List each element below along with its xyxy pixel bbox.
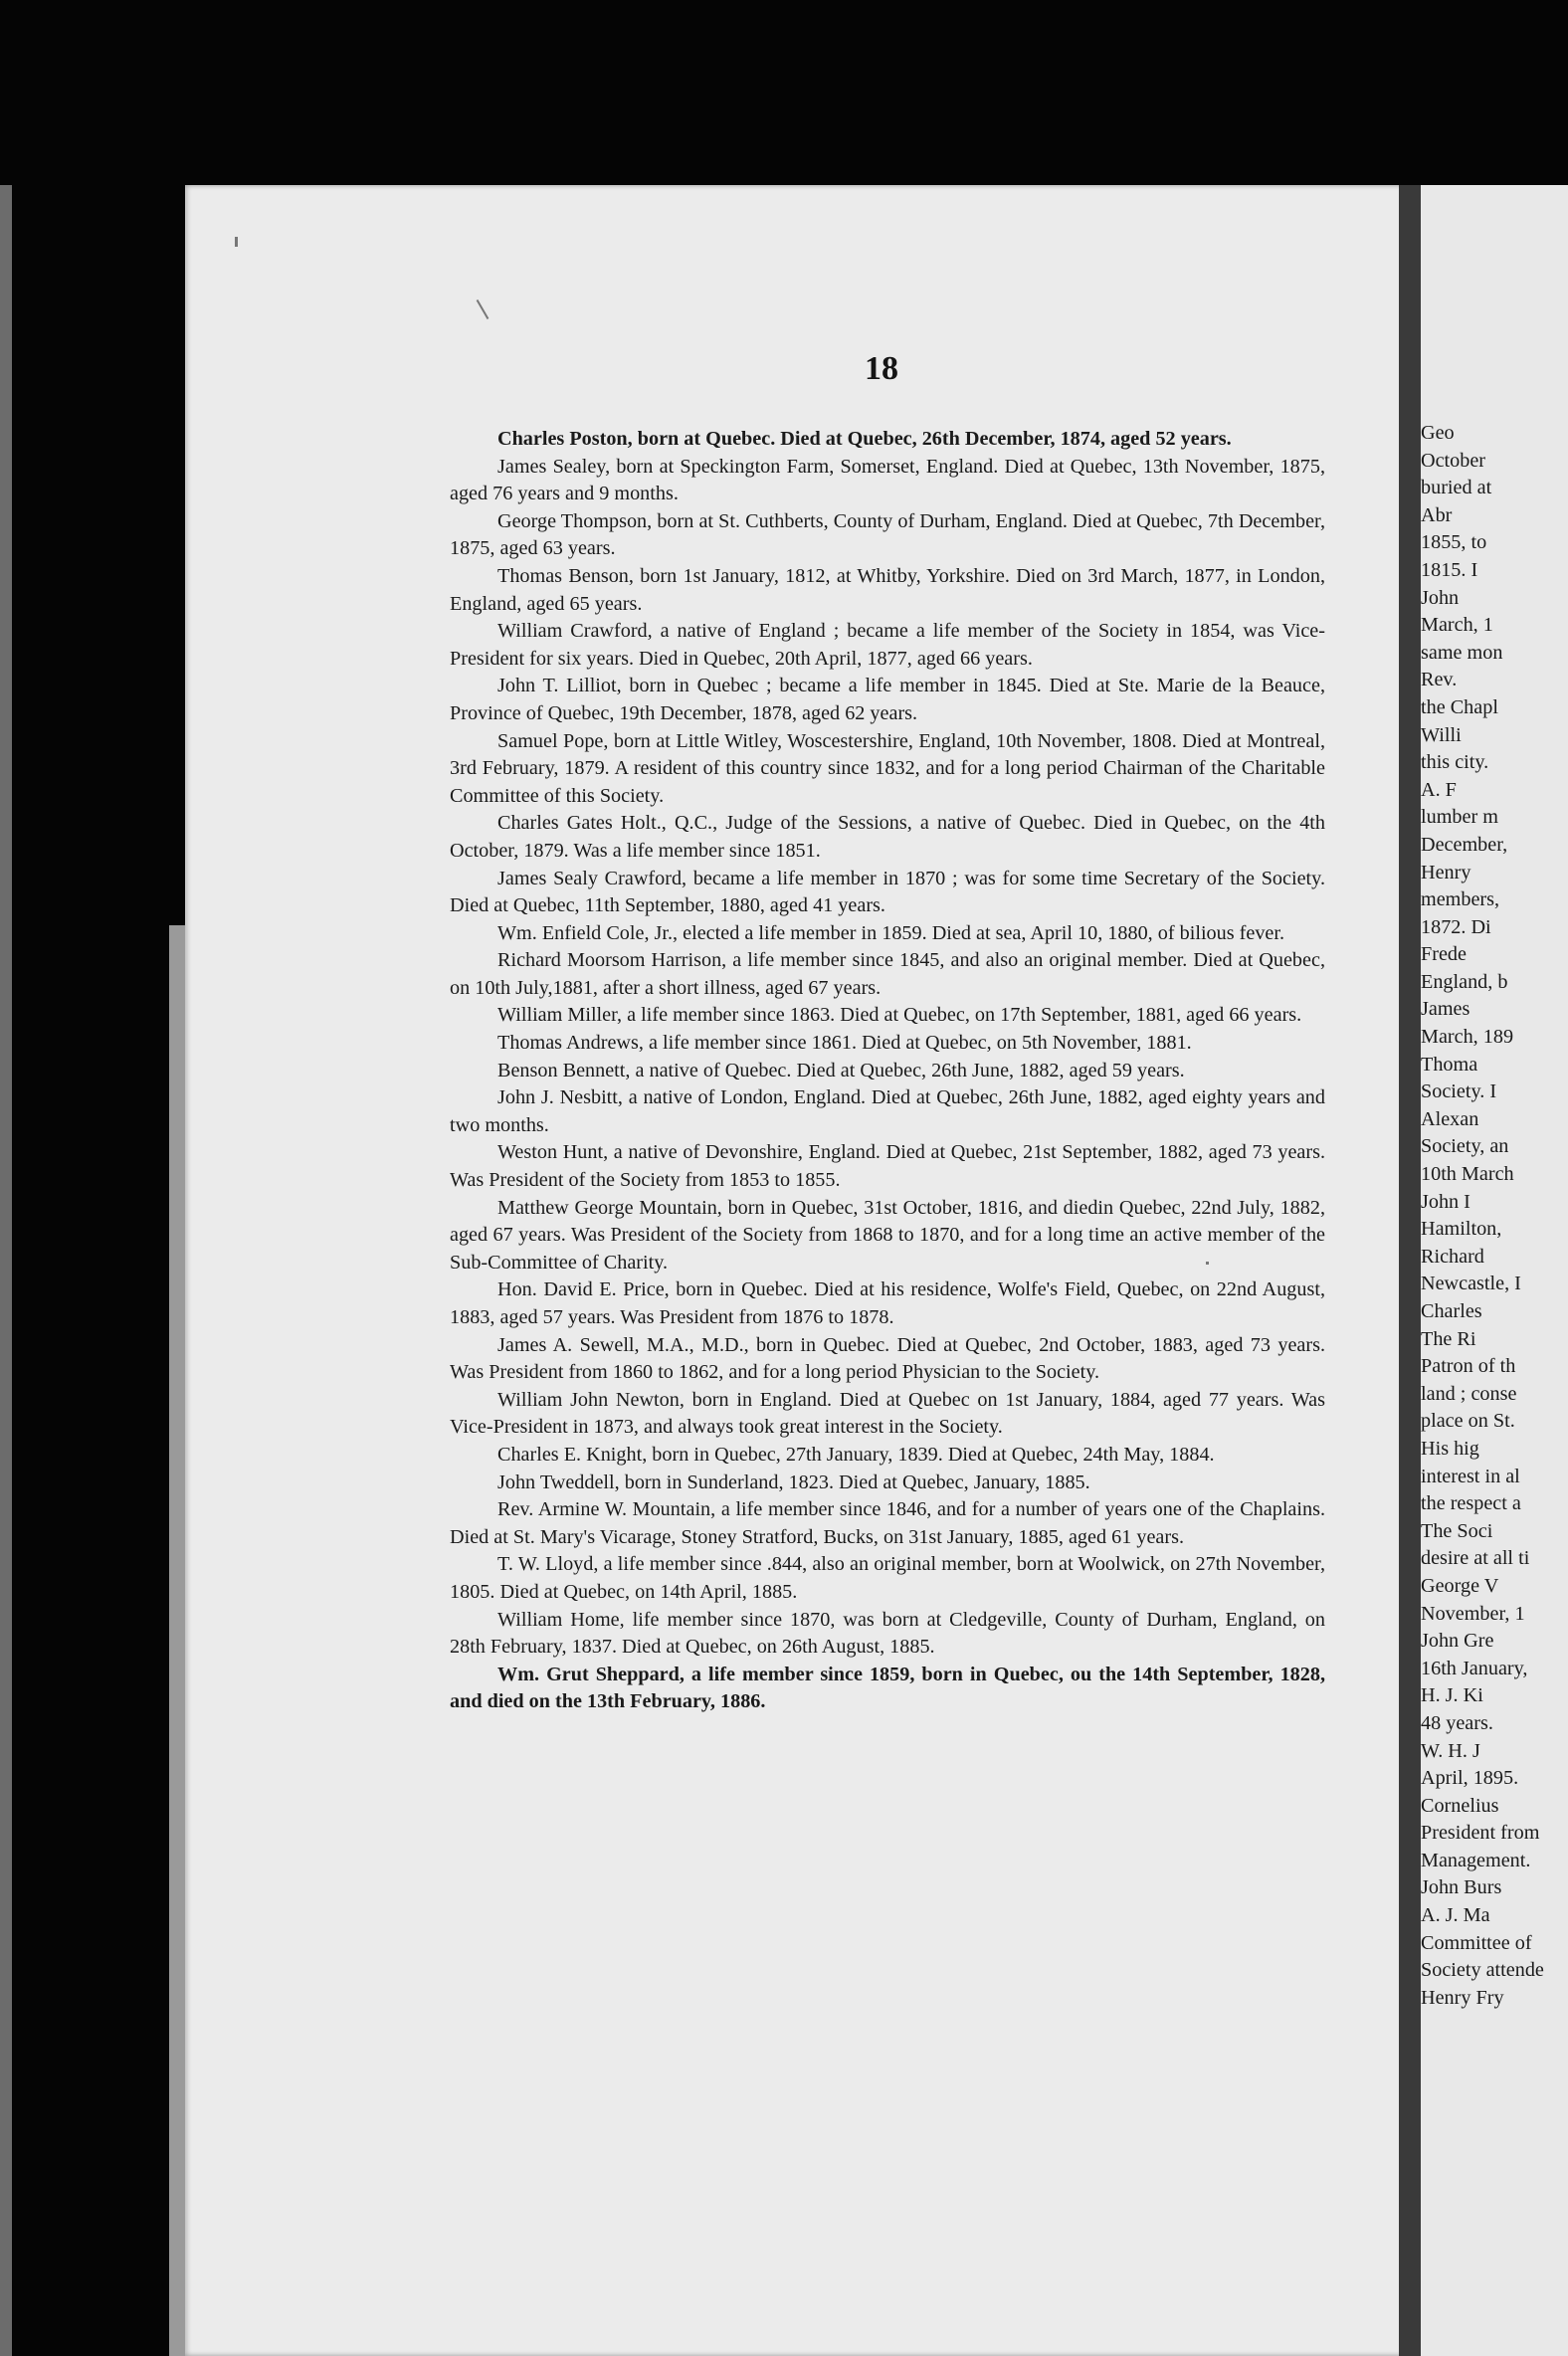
right-page-line: 1872. Di (1421, 915, 1491, 938)
page-number: 18 (865, 350, 898, 387)
right-page-line: this city. (1421, 751, 1489, 774)
obituary-entry: Thomas Andrews, a life member since 1861. Died at Quebec, on 5th November, 1881. (497, 1032, 1192, 1055)
left-page-edge (169, 925, 185, 2356)
obituary-entry: Benson Bennett, a native of Quebec. Died at Quebec, 26th June, 1882, aged 59 years. (497, 1059, 1185, 1081)
right-page-line: place on St. (1421, 1410, 1515, 1433)
right-page-line: A. J. Ma (1421, 1904, 1490, 1927)
right-page-line: Newcastle, I (1421, 1273, 1521, 1295)
right-page-line: members, (1421, 888, 1500, 911)
right-page-line: John (1421, 586, 1460, 609)
obituary-entry: John T. Lilliot, born in Quebec ; became a life member in 1845. Died at Ste. Marie de la Beauce, Province of Quebec, 19th December, 1878, aged 62 years. (450, 675, 1325, 724)
right-page-line: December, (1421, 833, 1508, 856)
obituary-entry: Hon. David E. Price, born in Quebec. Died at his residence, Wolfe's Field, Quebec, on 22nd August, 1883, aged 57 years. Was President from 1876 to 1878. (450, 1278, 1325, 1328)
right-page-line: 48 years. (1421, 1711, 1493, 1734)
obituary-entry: Charles E. Knight, born in Quebec, 27th January, 1839. Died at Quebec, 24th May, 1884. (497, 1443, 1215, 1466)
obituary-entry: Thomas Benson, born 1st January, 1812, at Whitby, Yorkshire. Died on 3rd March, 1877, in London, England, aged 65 years. (450, 564, 1325, 615)
right-page-line: March, 1 (1421, 614, 1493, 637)
obituary-entry: Weston Hunt, a native of Devonshire, England. Died at Quebec, 21st September, 1882, aged 73 years. Was President of the Society from 1853 to 1855. (450, 1141, 1325, 1192)
right-page-line: Society attende (1421, 1959, 1544, 1982)
right-page-line: October (1421, 449, 1486, 472)
right-page-line: James (1421, 998, 1470, 1021)
obituary-entry: Samuel Pope, born at Little Witley, Woscestershire, England, 10th November, 1808. Died at Montreal, 3rd February, 1879. A resident of this country since 1832, and for a long period Chairman of the Charitable Committee of this Society. (450, 729, 1325, 807)
right-page-line: Willi (1421, 723, 1462, 746)
right-page-line: Abr (1421, 503, 1453, 526)
right-page-line: buried at (1421, 477, 1492, 499)
right-page-line: Frede (1421, 943, 1467, 966)
right-page-line: desire at all ti (1421, 1547, 1530, 1570)
right-page-line: The Ri (1421, 1327, 1476, 1350)
right-page-line: the Chapl (1421, 695, 1498, 718)
right-page-line: Alexan (1421, 1107, 1479, 1130)
right-page-line: Rev. (1421, 669, 1458, 691)
right-page-line: Richard (1421, 1245, 1484, 1268)
right-page-line: Charles (1421, 1300, 1482, 1322)
right-page-line: President from (1421, 1822, 1540, 1845)
right-page-line: Henry (1421, 861, 1471, 884)
obituary-list (450, 426, 1325, 1716)
obituary-entry: Rev. Armine W. Mountain, a life member since 1846, and for a number of years one of the Chaplains. Died at St. Mary's Vicarage, Stoney Stratford, Bucks, on 31st January, 1885, aged 61 years. (450, 1498, 1325, 1548)
right-page-line: 1815. I (1421, 558, 1478, 581)
right-page-line: Cornelius (1421, 1794, 1499, 1817)
obituary-entry: William Crawford, a native of England ; became a life member of the Society in 1854, was Vice-President for six years. Died in Quebec, 20th April, 1877, aged 66 years. (450, 620, 1325, 670)
obituary-entry: T. W. Lloyd, a life member since .844, also an original member, born at Woolwick, on 27th November, 1805. Died at Quebec, on 14th April, 1885. (450, 1553, 1325, 1603)
right-page-line: Hamilton, (1421, 1218, 1502, 1241)
right-page-line: 1855, to (1421, 531, 1487, 554)
right-page-line: John I (1421, 1190, 1470, 1213)
right-page-line: The Soci (1421, 1519, 1493, 1542)
obituary-entry: John J. Nesbitt, a native of London, England. Died at Quebec, 26th June, 1882, aged eighty years and two months. (450, 1086, 1325, 1136)
obituary-entry: James Sealey, born at Speckington Farm, Somerset, England. Died at Quebec, 13th November, 1875, aged 76 years and 9 months. (450, 455, 1325, 505)
right-page-line: His hig (1421, 1437, 1479, 1460)
right-page-line: Geo (1421, 422, 1455, 444)
scan-speck (1206, 1262, 1209, 1265)
right-page-line: Thoma (1421, 1053, 1478, 1076)
right-page-line: Society. I (1421, 1080, 1497, 1103)
right-page-line: Henry Fry (1421, 1986, 1504, 2009)
obituary-entry: Charles Poston, born at Quebec. Died at Quebec, 26th December, 1874, aged 52 years. (497, 428, 1232, 450)
right-page-line: England, b (1421, 970, 1508, 993)
book-gutter (1399, 185, 1421, 2356)
right-page-line: Management. (1421, 1849, 1531, 1871)
right-page (1421, 185, 1568, 2356)
right-page-line: March, 189 (1421, 1026, 1514, 1049)
right-page-line: Patron of th (1421, 1355, 1516, 1378)
right-page-line: George V (1421, 1574, 1499, 1597)
right-page-line: November, 1 (1421, 1602, 1525, 1625)
obituary-entry: James A. Sewell, M.A., M.D., born in Quebec. Died at Quebec, 2nd October, 1883, aged 73 years. Was President from 1860 to 1862, and for a long period Physician to the Society. (450, 1333, 1325, 1384)
right-page-line: John Burs (1421, 1876, 1502, 1899)
obituary-entry: Charles Gates Holt., Q.C., Judge of the Sessions, a native of Quebec. Died in Quebec, on the 4th October, 1879. Was a life member since 1851. (450, 812, 1325, 862)
right-page-line: H. J. Ki (1421, 1684, 1483, 1707)
scan-speck (235, 237, 238, 247)
obituary-entry: William John Newton, born in England. Died at Quebec on 1st January, 1884, aged 77 years. Was Vice-President in 1873, and always took great interest in the Society. (450, 1388, 1325, 1439)
right-page-line: lumber m (1421, 806, 1498, 829)
right-page-line: W. H. J (1421, 1739, 1480, 1762)
scan-left-border (0, 185, 12, 2356)
right-page-text (1421, 420, 1568, 2012)
right-page-line: 10th March (1421, 1163, 1514, 1186)
obituary-entry: James Sealy Crawford, became a life member in 1870 ; was for some time Secretary of the Society. Died at Quebec, 11th September, 1880, aged 41 years. (450, 867, 1325, 917)
obituary-entry: Richard Moorsom Harrison, a life member since 1845, and also an original member. Died at Quebec, on 10th July,1881, after a short illness, aged 67 years. (450, 949, 1325, 999)
right-page-line: 16th January, (1421, 1657, 1528, 1679)
right-page-line: A. F (1421, 778, 1457, 801)
right-page-line: John Gre (1421, 1630, 1494, 1653)
obituary-entry: William Home, life member since 1870, was born at Cledgeville, County of Durham, England, on 28th February, 1837. Died at Quebec, on 26th August, 1885. (450, 1608, 1325, 1659)
right-page-line: the respect a (1421, 1492, 1521, 1515)
obituary-entry: Wm. Enfield Cole, Jr., elected a life member in 1859. Died at sea, April 10, 1880, of bilious fever. (497, 921, 1285, 944)
right-page-line: land ; conse (1421, 1382, 1517, 1405)
obituary-entry: Matthew George Mountain, born in Quebec, 31st October, 1816, and diedin Quebec, 22nd July, 1882, aged 67 years. Was President of the Society from 1868 to 1870, and for a long time an active member of the Sub-Committee of Charity. (450, 1196, 1325, 1274)
obituary-entry: William Miller, a life member since 1863. Died at Quebec, on 17th September, 1881, aged 66 years. (497, 1004, 1302, 1027)
right-page-line: interest in al (1421, 1465, 1520, 1487)
right-page-line: Committee of (1421, 1931, 1532, 1954)
right-page-line: same mon (1421, 641, 1503, 664)
right-page-line: April, 1895. (1421, 1767, 1519, 1790)
obituary-entry: John Tweddell, born in Sunderland, 1823. Died at Quebec, January, 1885. (497, 1471, 1090, 1493)
obituary-entry: Wm. Grut Sheppard, a life member since 1859, born in Quebec, ou the 14th September, 1828, and died on the 13th February, 1886. (450, 1663, 1325, 1713)
obituary-entry: George Thompson, born at St. Cuthberts, County of Durham, England. Died at Quebec, 7th December, 1875, aged 63 years. (450, 509, 1325, 560)
right-page-line: Society, an (1421, 1135, 1509, 1158)
